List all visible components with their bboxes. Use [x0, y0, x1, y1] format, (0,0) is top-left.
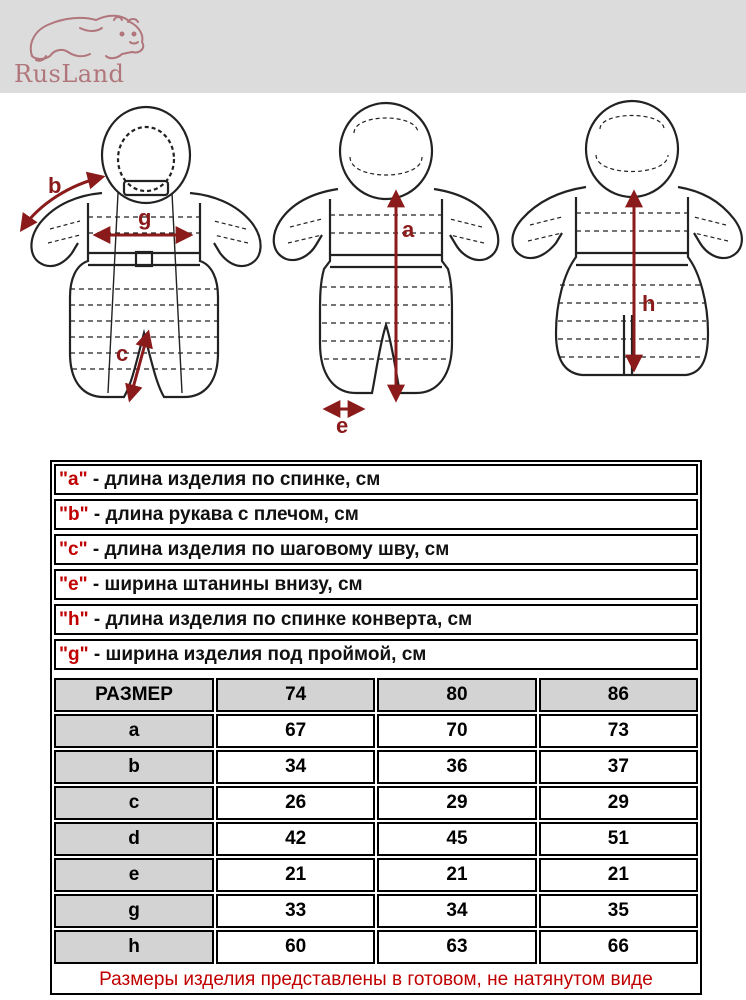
- legend-text: - длина рукава с плечом, см: [88, 504, 359, 525]
- legend-row-c: [54, 534, 698, 565]
- legend-key: "h": [59, 609, 89, 630]
- table-row: [54, 786, 698, 820]
- brand-header: [0, 0, 746, 93]
- table-row: [54, 822, 698, 856]
- value-cell: 33: [216, 894, 375, 928]
- row-label-cell: e: [54, 858, 214, 892]
- row-label-cell: h: [54, 930, 214, 964]
- front-view-drawing: [31, 107, 260, 397]
- table-row: [54, 858, 698, 892]
- legend-key: "g": [59, 644, 89, 665]
- arrow-c: [130, 333, 148, 399]
- value-cell: 70: [377, 714, 536, 748]
- legend-row-e: [54, 569, 698, 600]
- brand-name: RusLand: [14, 60, 125, 88]
- diagram-label-h: h: [642, 291, 656, 316]
- size-note: Размеры изделия представлены в готовом, не натянутом виде: [99, 969, 653, 990]
- legend-row-a: [54, 464, 698, 495]
- diagram-label-g: g: [138, 205, 152, 230]
- legend-key: "a": [59, 469, 88, 490]
- value-cell: 34: [377, 894, 536, 928]
- row-label-cell: a: [54, 714, 214, 748]
- legend-text: - длина изделия по спинке конверта, см: [88, 609, 473, 630]
- value-cell: 21: [216, 858, 375, 892]
- legend-key: "c": [59, 539, 88, 560]
- value-cell: 66: [539, 930, 698, 964]
- table-row: [54, 750, 698, 784]
- legend-row-b: [54, 499, 698, 530]
- table-row: [54, 894, 698, 928]
- value-cell: 73: [539, 714, 698, 748]
- size-header-cell: 86: [539, 678, 698, 712]
- row-label-cell: d: [54, 822, 214, 856]
- diagram-label-b: b: [48, 173, 62, 198]
- legend-text: - ширина штанины внизу, см: [87, 574, 363, 595]
- diagram-label-a: a: [402, 217, 415, 242]
- value-cell: 67: [216, 714, 375, 748]
- legend-text: - ширина изделия под проймой, см: [88, 644, 427, 665]
- value-cell: 36: [377, 750, 536, 784]
- legend-row-h: [54, 604, 698, 635]
- value-cell: 29: [539, 786, 698, 820]
- value-cell: 26: [216, 786, 375, 820]
- diagram-label-c: c: [116, 341, 129, 366]
- envelope-view-drawing: [512, 101, 741, 375]
- row-label-cell: g: [54, 894, 214, 928]
- value-cell: 34: [216, 750, 375, 784]
- back-view-drawing: [274, 103, 499, 393]
- diagram-label-e: e: [336, 413, 349, 438]
- legend-row-g: [54, 639, 698, 670]
- table-header-row: [54, 678, 698, 712]
- value-cell: 29: [377, 786, 536, 820]
- value-cell: 37: [539, 750, 698, 784]
- value-cell: 21: [377, 858, 536, 892]
- size-chart: [50, 460, 702, 995]
- value-cell: 45: [377, 822, 536, 856]
- value-cell: 60: [216, 930, 375, 964]
- size-header-cell: 74: [216, 678, 375, 712]
- value-cell: 51: [539, 822, 698, 856]
- legend-text: - длина изделия по шаговому шву, см: [87, 539, 450, 560]
- arrow-b: [22, 177, 102, 229]
- value-cell: 63: [377, 930, 536, 964]
- value-cell: 35: [539, 894, 698, 928]
- value-cell: 42: [216, 822, 375, 856]
- legend-text: - длина изделия по спинке, см: [87, 469, 381, 490]
- table-row: [54, 930, 698, 964]
- garment-diagram: [0, 93, 746, 453]
- legend-key: "e": [59, 574, 88, 595]
- header-label-cell: РАЗМЕР: [54, 678, 214, 712]
- row-label-cell: b: [54, 750, 214, 784]
- row-label-cell: c: [54, 786, 214, 820]
- size-table: [52, 676, 700, 966]
- legend-key: "b": [59, 504, 89, 525]
- value-cell: 21: [539, 858, 698, 892]
- size-header-cell: 80: [377, 678, 536, 712]
- table-row: [54, 714, 698, 748]
